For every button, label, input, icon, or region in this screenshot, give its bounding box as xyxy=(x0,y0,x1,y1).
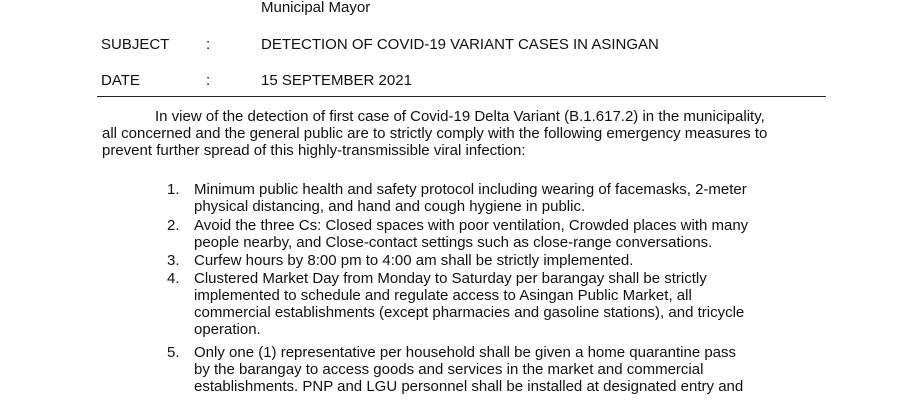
measure-line: establishments. PNP and LGU personnel shall be installed at designated entry and xyxy=(194,378,744,395)
header-divider xyxy=(97,96,826,97)
measure-number: 4. xyxy=(167,270,180,287)
intro-line: In view of the detection of first case of Covid-19 Delta Variant (B.1.617.2) in the municipality, xyxy=(155,108,765,125)
from-title: Municipal Mayor xyxy=(261,0,371,16)
intro-paragraph xyxy=(102,108,837,159)
subject-label: SUBJECT xyxy=(101,36,170,53)
measure-line: physical distancing, and hand and cough hygiene in public. xyxy=(194,198,586,215)
measure-number: 2. xyxy=(167,217,180,234)
measure-number: 3. xyxy=(167,252,180,269)
measure-line: Minimum public health and safety protocol including wearing of facemasks, 2-meter xyxy=(194,181,747,198)
intro-line: prevent further spread of this highly-transmissible viral infection: xyxy=(102,142,526,159)
date-value: 15 SEPTEMBER 2021 xyxy=(261,72,412,89)
measure-number: 1. xyxy=(167,181,180,198)
measure-line: Avoid the three Cs: Closed spaces with poor ventilation, Crowded places with many xyxy=(194,217,749,234)
measure-line: Only one (1) representative per household shall be given a home quarantine pass xyxy=(194,344,737,361)
subject-value: DETECTION OF COVID-19 VARIANT CASES IN ASINGAN xyxy=(261,36,659,53)
measure-line: people nearby, and Close-contact settings such as close-range conversations. xyxy=(194,234,713,251)
date-colon: : xyxy=(206,72,211,89)
subject-colon: : xyxy=(206,36,211,53)
intro-line: all concerned and the general public are to strictly comply with the following emergency measures to xyxy=(102,125,768,142)
measure-line: commercial establishments (except pharmacies and gasoline stations), and tricycle xyxy=(194,304,745,321)
measure-number: 5. xyxy=(167,344,180,361)
measure-line: by the barangay to access goods and services in the market and commercial xyxy=(194,361,704,378)
measure-line: Curfew hours by 8:00 pm to 4:00 am shall be strictly implemented. xyxy=(194,252,634,269)
date-label: DATE xyxy=(101,72,140,89)
measure-line: implemented to schedule and regulate access to Asingan Public Market, all xyxy=(194,287,692,304)
measure-line: Clustered Market Day from Monday to Saturday per barangay shall be strictly xyxy=(194,270,707,287)
measure-line: operation. xyxy=(194,321,261,338)
